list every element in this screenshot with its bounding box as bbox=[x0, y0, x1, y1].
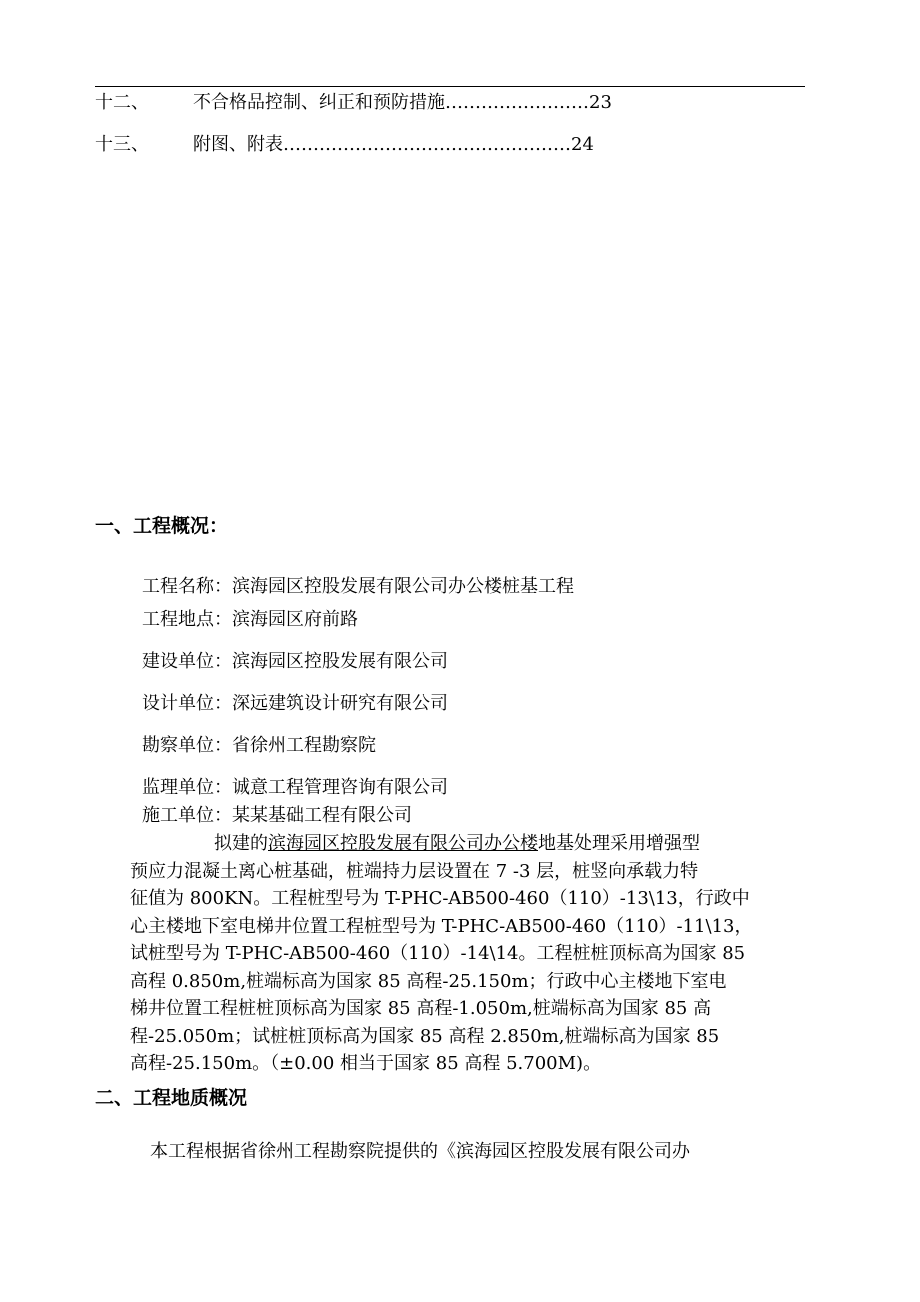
project-location: 工程地点：滨海园区府前路 bbox=[142, 609, 358, 630]
paragraph-line: 高程-25.150m。（±0.00 相当于国家 85 高程 5.700M)。 bbox=[130, 1053, 602, 1074]
paragraph-line: 高程 0.850m,桩端标高为国家 85 高程-25.150m；行政中心主楼地下室电 bbox=[130, 970, 727, 992]
paragraph-line: 预应力混凝土离心桩基础，桩端持力层设置在 7 -3 层，桩竖向承载力特 bbox=[130, 860, 699, 882]
paragraph-line: 程-25.050m；试桩桩顶标高为国家 85 高程 2.850m,桩端标高为国家 85 bbox=[130, 1025, 720, 1047]
text-run: 地基处理采用增强型 bbox=[538, 833, 700, 854]
section-heading: 一、工程概况： bbox=[95, 515, 229, 537]
paragraph-first-line bbox=[130, 830, 810, 858]
header-rule bbox=[95, 86, 805, 87]
section-heading: 二、工程地质概况 bbox=[95, 1087, 248, 1109]
toc-number: 十三、 bbox=[95, 134, 149, 155]
paragraph-line: 心主楼地下室电梯井位置工程桩型号为 T-PHC-AB500-460（110）-11\13， bbox=[130, 915, 753, 937]
toc-title: 不合格品控制、纠正和预防措施……………………23 bbox=[193, 92, 612, 113]
text-run: 拟建的 bbox=[214, 833, 268, 854]
owner-unit: 建设单位：滨海园区控股发展有限公司 bbox=[142, 651, 448, 672]
supervision-unit: 监理单位：诚意工程管理咨询有限公司 bbox=[142, 777, 448, 798]
toc-title: 附图、附表…………………………………………24 bbox=[193, 134, 594, 155]
paragraph-line: 征值为 800KN。工程桩型号为 T-PHC-AB500-460（110）-13\13，行政中 bbox=[130, 888, 750, 909]
paragraph-line: 梯井位置工程桩桩顶标高为国家 85 高程-1.050m,桩端标高为国家 85 高 bbox=[130, 998, 712, 1019]
underlined-project-name: 滨海园区控股发展有限公司办公楼 bbox=[268, 833, 538, 854]
construction-unit: 施工单位：某某基础工程有限公司 bbox=[142, 805, 412, 826]
geology-paragraph: 本工程根据省徐州工程勘察院提供的《滨海园区控股发展有限公司办 bbox=[150, 1141, 690, 1162]
survey-unit: 勘察单位：省徐州工程勘察院 bbox=[142, 735, 376, 756]
paragraph-line: 试桩型号为 T-PHC-AB500-460（110）-14\14。工程桩桩顶标高为国家 85 bbox=[130, 943, 746, 964]
project-description bbox=[130, 830, 810, 1078]
design-unit: 设计单位：深远建筑设计研究有限公司 bbox=[142, 693, 448, 714]
toc-number: 十二、 bbox=[95, 92, 149, 113]
project-name: 工程名称：滨海园区控股发展有限公司办公楼桩基工程 bbox=[142, 576, 574, 597]
